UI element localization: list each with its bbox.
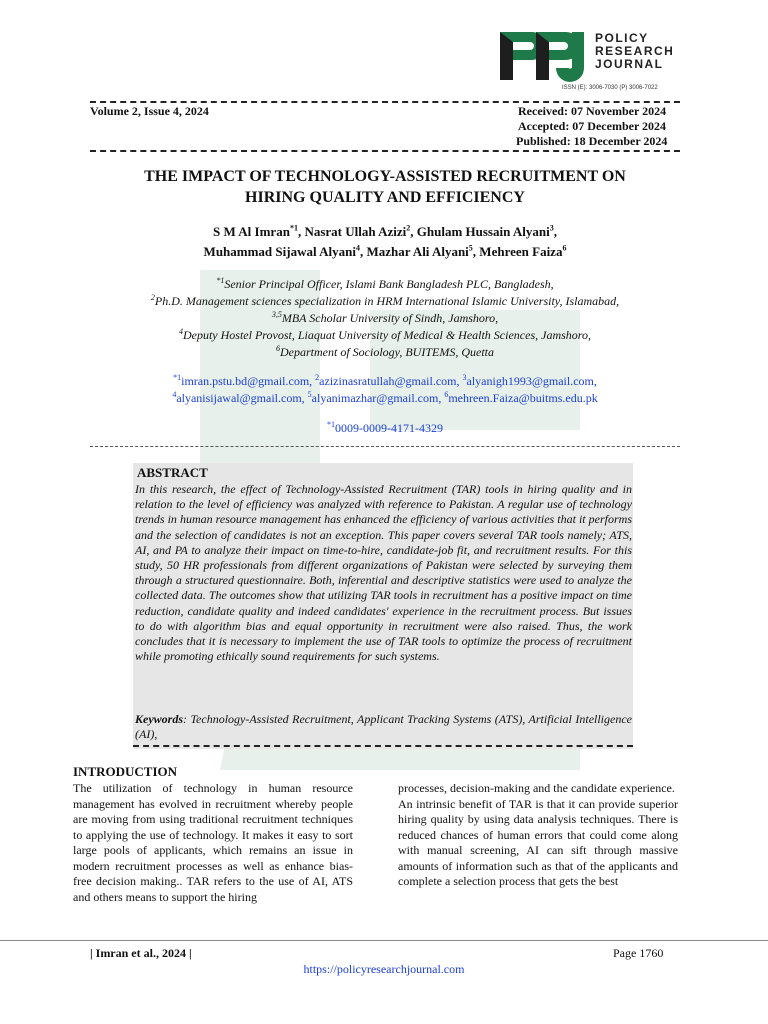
author-sup: 4 [355, 243, 360, 253]
logo-word-2: RESEARCH [595, 44, 675, 58]
email-link[interactable]: $^2$azizinasratullah@gmail.com, [315, 373, 460, 388]
author-name: Muhammad Sijawal Alyani [203, 244, 356, 259]
accepted-date: Accepted: 07 December 2024 [518, 119, 667, 133]
author-name: Mazhar Ali Alyani [366, 244, 469, 259]
introduction-heading: INTRODUCTION [73, 764, 178, 779]
author-sup: 2 [406, 223, 411, 233]
footer-rule [0, 940, 768, 941]
email-link[interactable]: $^5$alyanimazhar@gmail.com, [307, 390, 442, 405]
keywords [135, 712, 632, 742]
orcid-link[interactable] [90, 421, 680, 436]
affiliation-line: $^{3,5}$MBA Scholar University of Sindh, Jamshoro, [271, 310, 499, 325]
abstract-heading: ABSTRACT [137, 465, 208, 480]
abstract-rule [133, 745, 633, 747]
intro-right-paragraph-1: processes, decision-making and the candidate experience. [398, 781, 675, 795]
prj-logo-icon [500, 26, 592, 84]
intro-right-paragraph-2: An intrinsic benefit of TAR is that it can provide superior hiring quality by using data analysis techniques. There is reduced chances of human errors that could come along with manual screening, AI can sift through massive amounts of information such as that of the applicants and complete a selection process that gets the best [398, 796, 678, 888]
author-name: Mehreen Faiza [479, 244, 563, 259]
abstract-body: In this research, the effect of Technology-Assisted Recruitment (TAR) tools in hiring quality and in relation to the level of efficiency was analyzed with reference to Pakistan. A regular use of technology trends in human resource management has enhanced the efficiency of various activities that it performs and the selection of candidates is not an exception. This paper covers several TAR tools namely; ATS, AI, and PA to analyze their impact on time-to-hire, candidate-job fit, and recruitment results. For this study, 50 HR professionals from different organizations of Pakistan were selected by surveying them through a structured questionnaire. Both, inferential and descriptive statistics were used to analyze the collected data. The outcomes show that utilizing TAR tools in recruitment has a positive impact on time reduction, candidate quality and indeed candidates' experience in the recruitment process. But issues to do with algorithm bias and equal opportunity in recruitment were also raised. Thus, the work concludes that it is necessary to implement the use of TAR tools to optimize the process of recruitment while promoting ethically sound requirements for such systems. [135, 482, 632, 664]
issn-text: ISSN (E): 3006-7030 (P) 3006-7022 [562, 85, 658, 91]
author-sup: 5 [468, 243, 473, 253]
author-name: Nasrat Ullah Azizi [304, 224, 407, 239]
affiliation-line: $^{*1}$Senior Principal Officer, Islami Bank Bangladesh PLC, Bangladesh, [216, 276, 554, 291]
section-rule [90, 446, 680, 447]
title-line-2: HIRING QUALITY AND EFFICIENCY [245, 189, 525, 206]
author-name: S M Al Imran [213, 224, 290, 239]
author-sup: 3 [549, 223, 554, 233]
keywords-label: Keywords [135, 712, 183, 726]
journal-url-link[interactable]: https://policyresearchjournal.com [303, 962, 465, 976]
author-list: S M Al Imran$^{*1}$, Nasrat Ullah Azizi$^2$, Ghulam Hussain Alyani$^3$, Muhammad Sijawal Alyani$^4$, Mazhar Ali Alyani$^5$, Mehreen Faiza$^6$ [203, 223, 567, 259]
author-emails [90, 373, 680, 407]
orcid-sup: *1 [327, 420, 335, 429]
page-number: Page 1760 [613, 946, 664, 960]
affiliations [90, 276, 680, 361]
journal-logo [500, 26, 682, 98]
affiliation-line: $^2$Ph.D. Management sciences specialization in HRM International Islamic University, Islamabad, [150, 293, 620, 308]
received-date: Received: 07 November 2024 [518, 104, 667, 118]
logo-words [595, 32, 674, 71]
intro-left-column: The utilization of technology in human resource management has evolved in recruitment whereby people are moving from using traditional recruitment techniques to applying the use of technology. It makes it easy to sort large pools of applicants, which remains an issue in modern recruitment processes as well as enhance bias-free decision making.. TAR refers to the use of AI, ATS and others means to support the hiring [73, 781, 353, 904]
author-sup: 6 [562, 243, 567, 253]
header-rule-top [90, 101, 680, 103]
intro-right-column [398, 781, 678, 890]
email-link[interactable]: $^{*1}$imran.pstu.bd@gmail.com, [173, 373, 313, 388]
author-name: Ghulam Hussain Alyani [416, 224, 550, 239]
email-link[interactable]: $^6$mehreen.Faiza@buitms.edu.pk [444, 390, 598, 405]
email-link[interactable]: $^4$alyanisijawal@gmail.com, [172, 390, 305, 405]
affiliation-line: $^6$Department of Sociology, BUITEMS, Quetta [276, 344, 494, 359]
author-sup: *1 [289, 223, 298, 233]
logo-word-3: JOURNAL [595, 57, 664, 71]
paper-title [90, 166, 680, 208]
logo-word-1: POLICY [595, 31, 649, 45]
volume-issue: Volume 2, Issue 4, 2024 [90, 104, 209, 118]
email-link[interactable]: $^3$alyanigh1993@gmail.com, [462, 373, 597, 388]
header-rule-bottom [90, 150, 680, 152]
published-date: Published: 18 December 2024 [516, 134, 668, 148]
title-line-1: THE IMPACT OF TECHNOLOGY-ASSISTED RECRUITMENT ON [144, 168, 626, 185]
affiliation-line: $^4$Deputy Hostel Provost, Liaquat University of Medical & Health Sciences, Jamshoro, [178, 327, 592, 342]
keywords-text: : Technology-Assisted Recruitment, Applicant Tracking Systems (ATS), Artificial Intelligence (AI), [135, 712, 632, 742]
orcid-id: 0009-0009-4171-4329 [335, 421, 443, 435]
footer-citation: | Imran et al., 2024 | [90, 946, 192, 960]
